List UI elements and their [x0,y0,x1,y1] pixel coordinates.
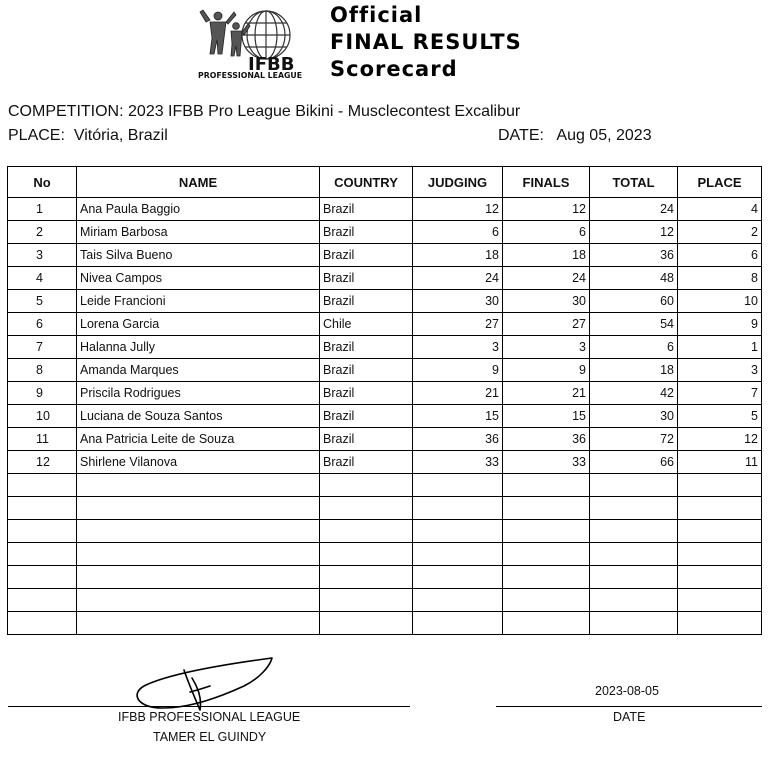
row-no: 7 [8,336,77,359]
row-country: Chile [320,313,413,336]
empty-cell [503,589,590,612]
table-row [8,451,762,474]
row-place: 8 [678,267,762,290]
row-finals: 27 [503,313,590,336]
empty-cell [413,589,503,612]
logo-text-sub: PROFESSIONAL LEAGUE [198,71,303,80]
table-header-row [8,167,762,198]
place-line [8,127,168,145]
table-row [8,336,762,359]
empty-cell [678,520,762,543]
row-finals: 33 [503,451,590,474]
table-row [8,428,762,451]
row-place: 2 [678,221,762,244]
row-total: 24 [590,198,678,221]
row-judging: 15 [413,405,503,428]
competition-label: COMPETITION: [8,103,124,120]
empty-table-row [8,589,762,612]
row-place: 6 [678,244,762,267]
row-place: 1 [678,336,762,359]
empty-cell [413,520,503,543]
row-finals: 6 [503,221,590,244]
row-total: 48 [590,267,678,290]
table-row [8,290,762,313]
empty-cell [77,497,320,520]
empty-cell [503,497,590,520]
row-place: 4 [678,198,762,221]
empty-cell [503,474,590,497]
row-place: 11 [678,451,762,474]
row-no: 8 [8,359,77,382]
empty-cell [590,589,678,612]
row-country: Brazil [320,244,413,267]
empty-cell [678,566,762,589]
row-total: 60 [590,290,678,313]
empty-cell [8,520,77,543]
row-country: Brazil [320,382,413,405]
row-finals: 30 [503,290,590,313]
row-no: 9 [8,382,77,405]
row-place: 3 [678,359,762,382]
table-row [8,198,762,221]
empty-cell [413,612,503,635]
row-total: 72 [590,428,678,451]
title-line-3: Scorecard [330,57,458,81]
row-name: Miriam Barbosa [77,221,320,244]
title-line-2: FINAL RESULTS [330,30,522,54]
col-header-total: TOTAL [590,167,678,198]
empty-cell [678,589,762,612]
table-row [8,221,762,244]
row-no: 2 [8,221,77,244]
row-country: Brazil [320,221,413,244]
row-name: Ana Patricia Leite de Souza [77,428,320,451]
date-line [498,127,652,145]
row-no: 3 [8,244,77,267]
row-total: 42 [590,382,678,405]
row-total: 54 [590,313,678,336]
signature-line [8,706,410,707]
col-header-name: NAME [77,167,320,198]
row-country: Brazil [320,267,413,290]
empty-cell [590,543,678,566]
competition-line [8,103,520,121]
col-header-judging: JUDGING [413,167,503,198]
row-no: 6 [8,313,77,336]
row-country: Brazil [320,336,413,359]
empty-cell [77,543,320,566]
row-country: Brazil [320,359,413,382]
signed-date-label: DATE [613,710,646,724]
empty-table-row [8,612,762,635]
row-total: 36 [590,244,678,267]
empty-cell [320,589,413,612]
empty-table-row [8,474,762,497]
empty-cell [503,612,590,635]
date-signature-line [496,706,762,707]
row-no: 12 [8,451,77,474]
row-judging: 30 [413,290,503,313]
row-judging: 21 [413,382,503,405]
row-judging: 36 [413,428,503,451]
empty-table-row [8,566,762,589]
row-total: 6 [590,336,678,359]
signer-organization: IFBB PROFESSIONAL LEAGUE [118,710,301,724]
empty-cell [590,566,678,589]
table-row [8,382,762,405]
row-name: Luciana de Souza Santos [77,405,320,428]
row-finals: 24 [503,267,590,290]
row-judging: 3 [413,336,503,359]
results-body [8,198,762,635]
row-judging: 18 [413,244,503,267]
athletes-icon [200,10,250,56]
col-header-place: PLACE [678,167,762,198]
table-row [8,405,762,428]
row-country: Brazil [320,290,413,313]
empty-cell [320,543,413,566]
row-name: Nivea Campos [77,267,320,290]
row-name: Priscila Rodrigues [77,382,320,405]
col-header-finals: FINALS [503,167,590,198]
row-finals: 36 [503,428,590,451]
logo-text-main: IFBB [248,54,295,75]
row-judging: 12 [413,198,503,221]
row-place: 9 [678,313,762,336]
col-header-no: No [8,167,77,198]
row-name: Amanda Marques [77,359,320,382]
row-name: Leide Francioni [77,290,320,313]
empty-cell [8,474,77,497]
empty-cell [590,520,678,543]
row-judging: 24 [413,267,503,290]
table-row [8,267,762,290]
empty-cell [320,474,413,497]
empty-cell [503,543,590,566]
row-name: Halanna Jully [77,336,320,359]
row-no: 11 [8,428,77,451]
row-judging: 33 [413,451,503,474]
row-finals: 21 [503,382,590,405]
empty-cell [77,612,320,635]
row-no: 10 [8,405,77,428]
row-judging: 6 [413,221,503,244]
empty-table-row [8,520,762,543]
row-place: 12 [678,428,762,451]
row-country: Brazil [320,405,413,428]
empty-table-row [8,497,762,520]
date-label: DATE: [498,127,544,144]
row-no: 1 [8,198,77,221]
row-finals: 15 [503,405,590,428]
empty-cell [8,589,77,612]
col-header-country: COUNTRY [320,167,413,198]
empty-cell [77,589,320,612]
empty-cell [8,566,77,589]
empty-cell [413,566,503,589]
table-row [8,359,762,382]
scorecard-title [330,2,522,83]
empty-cell [503,520,590,543]
empty-table-row [8,543,762,566]
globe-icon [242,11,290,59]
empty-cell [590,474,678,497]
empty-cell [413,543,503,566]
competition-value: 2023 IFBB Pro League Bikini - Musclecontest Excalibur [128,103,521,120]
results-table [7,166,762,635]
empty-cell [8,497,77,520]
empty-cell [678,543,762,566]
row-name: Lorena Garcia [77,313,320,336]
row-judging: 27 [413,313,503,336]
row-total: 18 [590,359,678,382]
date-value: Aug 05, 2023 [556,127,652,144]
row-finals: 3 [503,336,590,359]
place-value: Vitória, Brazil [73,127,168,144]
empty-cell [77,474,320,497]
empty-cell [8,543,77,566]
empty-cell [590,612,678,635]
empty-cell [320,566,413,589]
row-place: 5 [678,405,762,428]
row-place: 10 [678,290,762,313]
empty-cell [503,566,590,589]
empty-cell [678,474,762,497]
title-line-1: Official [330,3,423,27]
signed-date-value: 2023-08-05 [595,684,659,698]
ifbb-pro-league-logo [196,4,320,80]
empty-cell [320,497,413,520]
empty-cell [320,520,413,543]
row-total: 30 [590,405,678,428]
row-place: 7 [678,382,762,405]
empty-cell [320,612,413,635]
row-total: 12 [590,221,678,244]
table-row [8,313,762,336]
signer-name: TAMER EL GUINDY [153,730,267,744]
row-finals: 9 [503,359,590,382]
row-total: 66 [590,451,678,474]
empty-cell [77,566,320,589]
row-name: Ana Paula Baggio [77,198,320,221]
empty-cell [678,612,762,635]
row-finals: 12 [503,198,590,221]
row-country: Brazil [320,198,413,221]
row-country: Brazil [320,451,413,474]
empty-cell [77,520,320,543]
row-no: 5 [8,290,77,313]
place-label: PLACE: [8,127,65,144]
row-name: Shirlene Vilanova [77,451,320,474]
row-no: 4 [8,267,77,290]
empty-cell [8,612,77,635]
row-name: Tais Silva Bueno [77,244,320,267]
empty-cell [413,497,503,520]
row-finals: 18 [503,244,590,267]
empty-cell [590,497,678,520]
row-judging: 9 [413,359,503,382]
empty-cell [678,497,762,520]
table-row [8,244,762,267]
row-country: Brazil [320,428,413,451]
empty-cell [413,474,503,497]
